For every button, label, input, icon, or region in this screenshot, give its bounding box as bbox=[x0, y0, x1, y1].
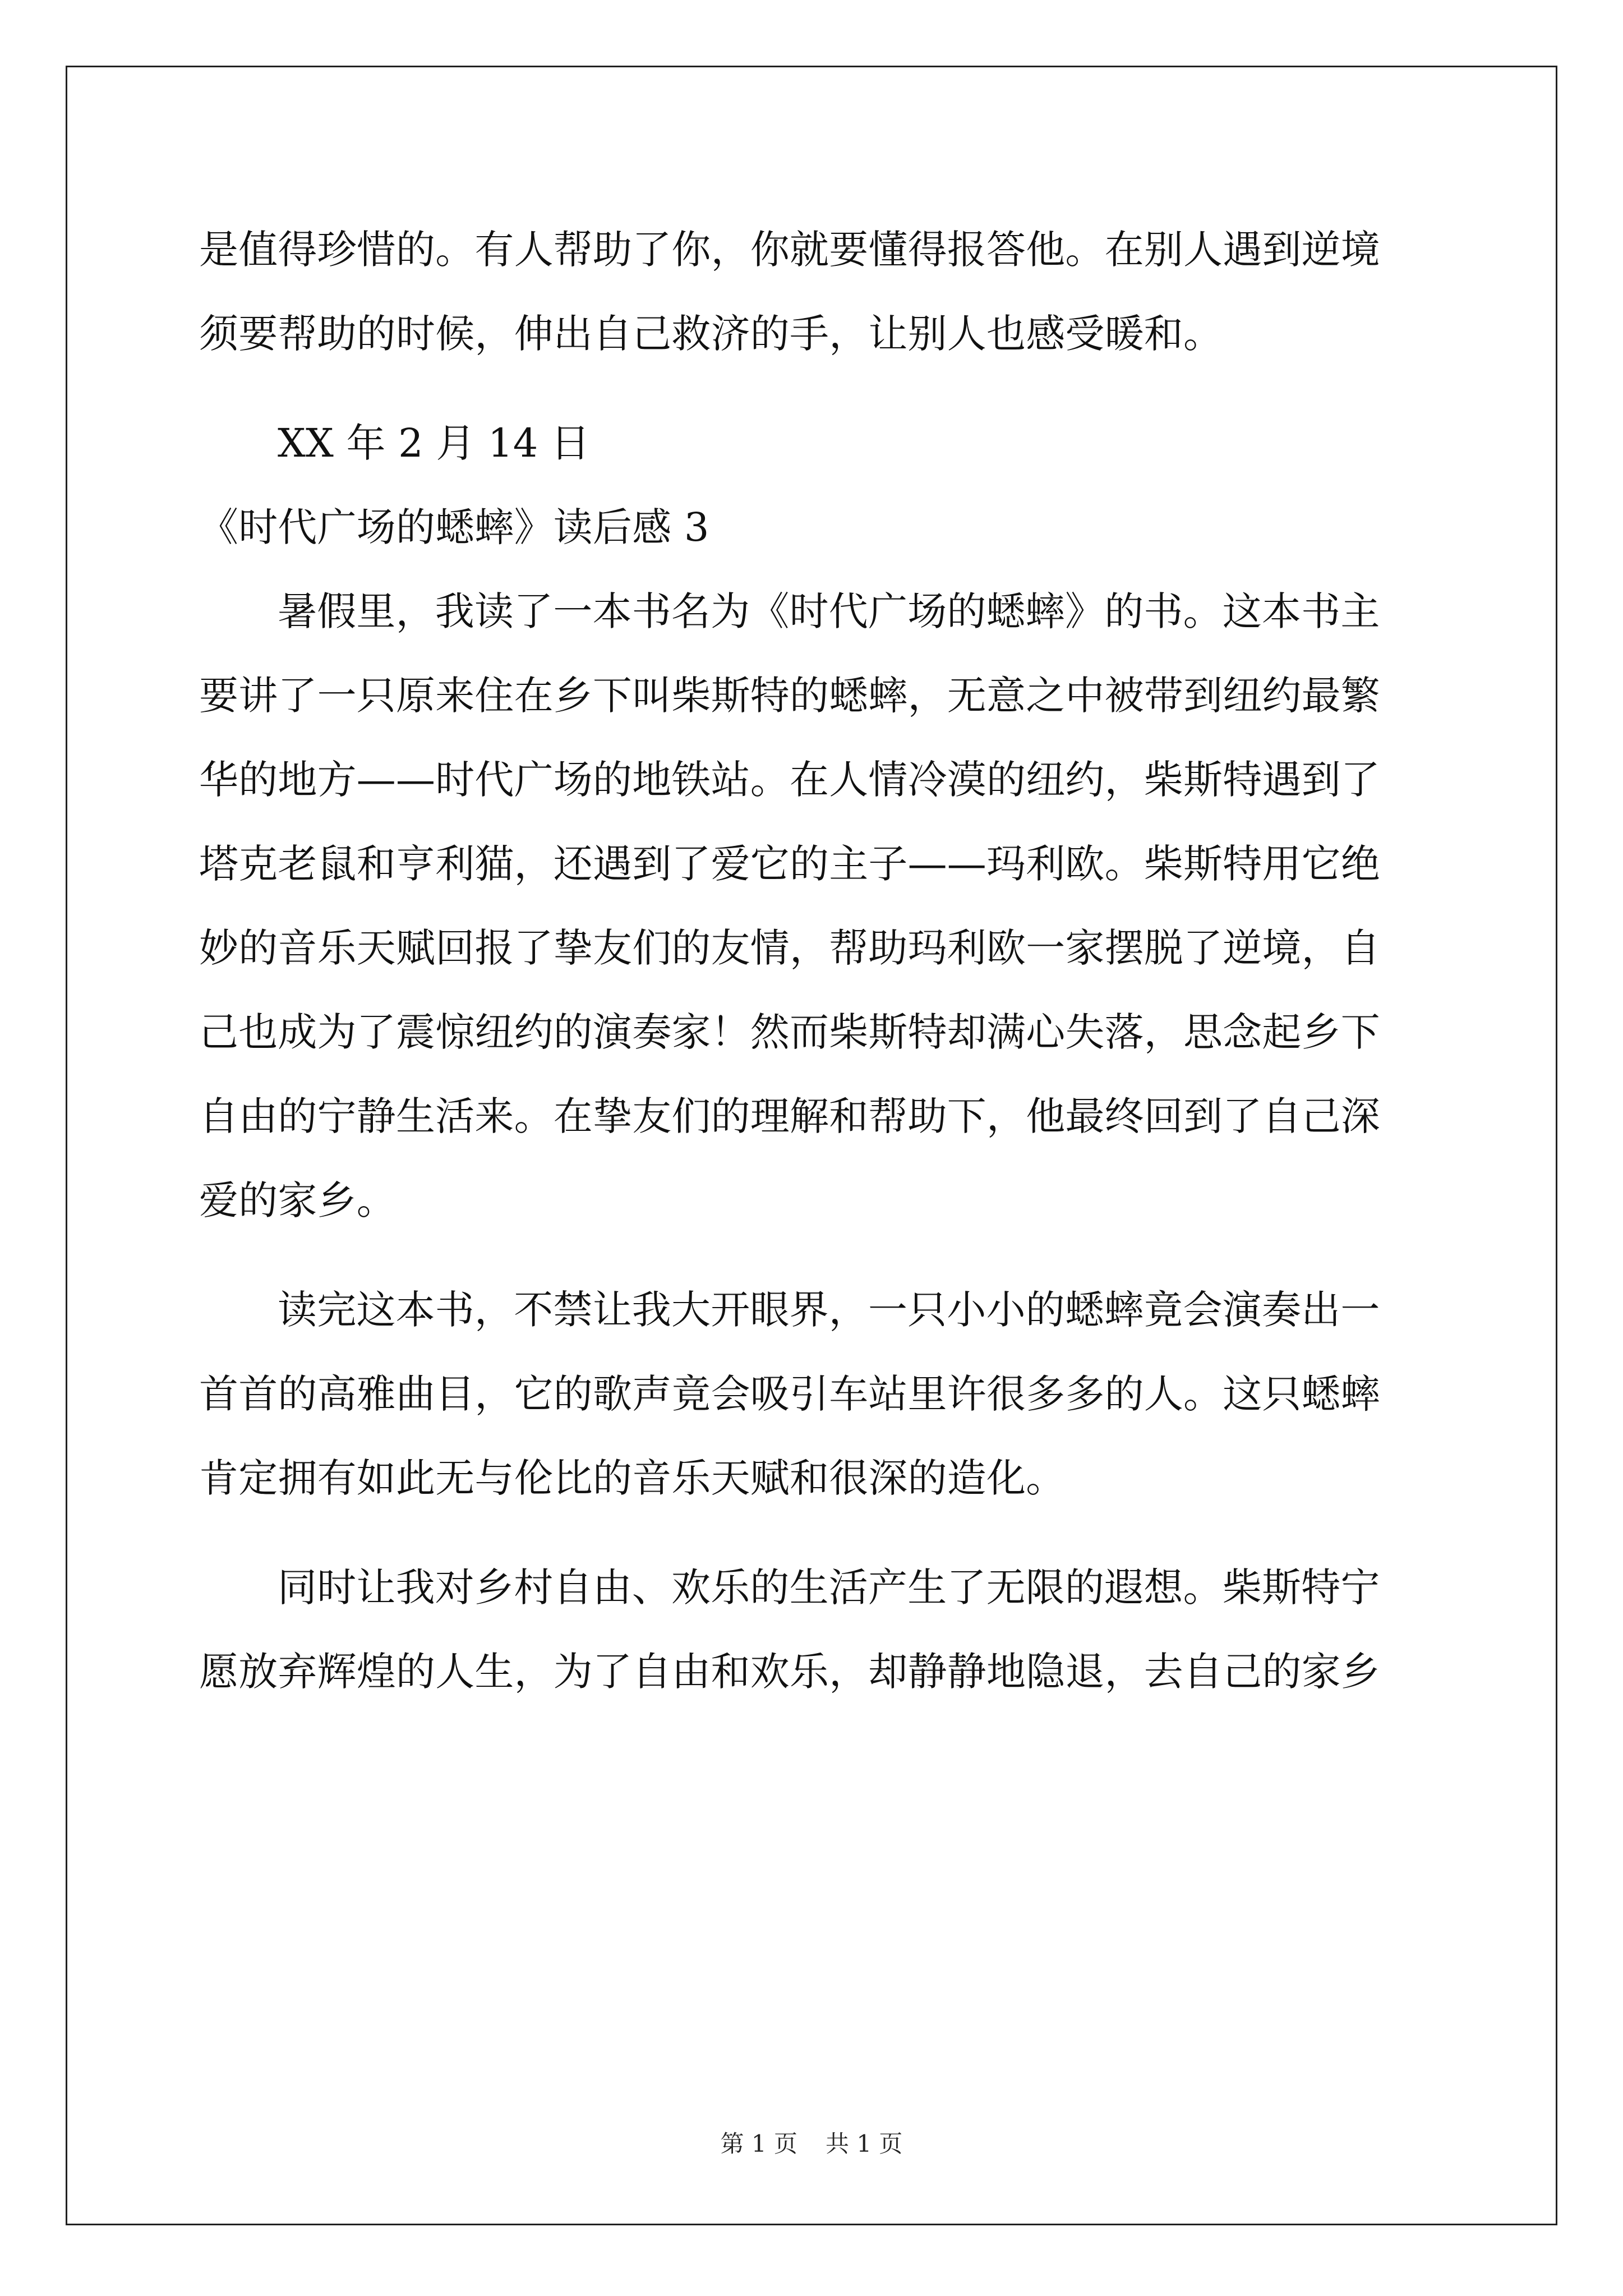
paragraph-2 bbox=[199, 569, 1427, 1243]
text-line: 自由的宁静生活来。在挚友们的理解和帮助下，他最终回到了自己深 bbox=[199, 1093, 1380, 1139]
date-line: XX 年 2 月 14 日 bbox=[278, 420, 591, 466]
text-line: 须要帮助的时候，伸出自己救济的手，让别人也感受暖和。 bbox=[199, 311, 1223, 357]
page-number: 第 1 页 bbox=[720, 2130, 797, 2157]
text-line: 读完这本书，不禁让我大开眼界，一只小小的蟋蟀竟会演奏出一 bbox=[278, 1287, 1380, 1333]
paragraph-1 bbox=[199, 208, 1427, 376]
paragraph-4 bbox=[199, 1545, 1427, 1714]
paragraph-3 bbox=[199, 1268, 1427, 1520]
section-title: 《时代广场的蟋蟀》读后感 3 bbox=[199, 504, 709, 550]
text-line: 首首的高雅曲目，它的歌声竟会吸引车站里许很多多的人。这只蟋蟀 bbox=[199, 1371, 1380, 1417]
text-line: 肯定拥有如此无与伦比的音乐天赋和很深的造化。 bbox=[199, 1455, 1066, 1501]
text-line: 愿放弃辉煌的人生，为了自由和欢乐，却静静地隐退，去自己的家乡 bbox=[199, 1649, 1380, 1695]
text-line: 爱的家乡。 bbox=[199, 1177, 396, 1223]
text-line: 华的地方——时代广场的地铁站。在人情冷漠的纽约，柴斯特遇到了 bbox=[199, 757, 1380, 803]
text-line: 暑假里，我读了一本书名为《时代广场的蟋蟀》的书。这本书主 bbox=[278, 588, 1380, 634]
text-line: 要讲了一只原来住在乡下叫柴斯特的蟋蟀，无意之中被带到纽约最繁 bbox=[199, 673, 1380, 719]
page-footer bbox=[0, 2127, 1623, 2161]
text-line: 同时让我对乡村自由、欢乐的生活产生了无限的遐想。柴斯特宁 bbox=[278, 1565, 1380, 1611]
text-line: 是值得珍惜的。有人帮助了你，你就要懂得报答他。在别人遇到逆境 bbox=[199, 227, 1380, 273]
page-total: 共 1 页 bbox=[826, 2130, 903, 2157]
document-body bbox=[199, 208, 1427, 1714]
text-line: 塔克老鼠和亨利猫，还遇到了爱它的主子——玛利欧。柴斯特用它绝 bbox=[199, 841, 1380, 887]
text-line: 妙的音乐天赋回报了挚友们的友情，帮助玛利欧一家摆脱了逆境，自 bbox=[199, 925, 1380, 971]
text-line: 己也成为了震惊纽约的演奏家！然而柴斯特却满心失落，思念起乡下 bbox=[199, 1009, 1380, 1055]
